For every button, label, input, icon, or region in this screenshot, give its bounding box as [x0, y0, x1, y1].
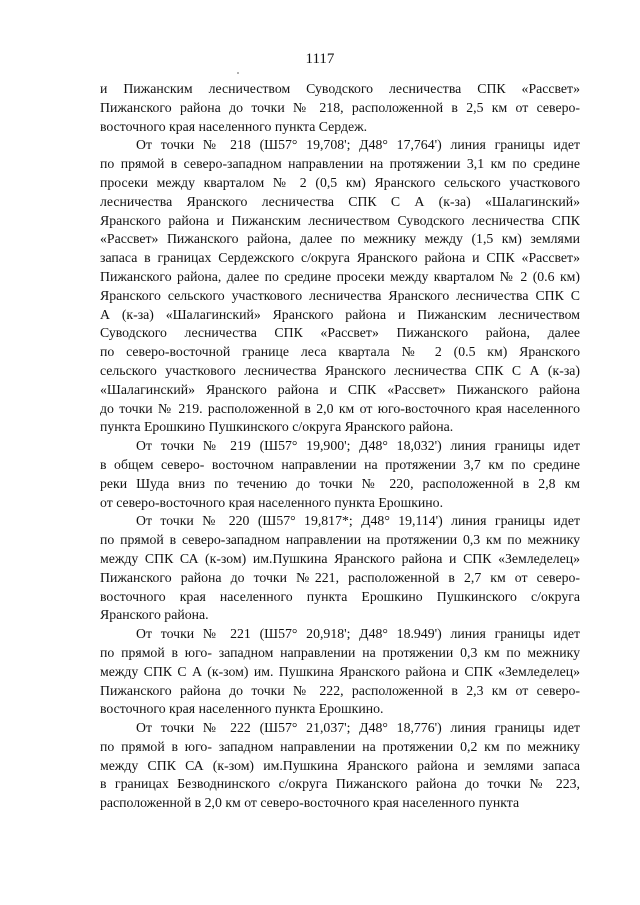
text-line: по прямой в юго- западном направлении на протяжении 0,3 км по межнику: [100, 644, 580, 660]
text-line: запаса в границах Сердежского с/округа Яранского района и СПК «Рассвет»: [100, 250, 580, 266]
text-line: Яранского сельского участкового лесничества Яранского лесничества СПК С: [100, 287, 580, 303]
text-line: восточного края населенного пункта Ерошкино.: [100, 701, 384, 717]
text-line: Яранского района и Пижанским лесничеством Суводского лесничества СПК: [100, 212, 580, 228]
text-line: и Пижанским лесничеством Суводского лесничества СПК «Рассвет»: [100, 81, 580, 96]
paragraph: [100, 625, 580, 719]
page-number: 1117: [305, 51, 335, 67]
text-line: «Рассвет» Пижанского района, далее по межнику между (1,5 км) землями: [100, 231, 580, 247]
paragraph: [100, 80, 580, 136]
text-line: От точки № 220 (Ш57° 19,817*; Д48° 19,114') линия границы идет: [136, 513, 580, 529]
text-line: по прямой в юго- западном направлении на протяжении 0,2 км по межнику: [100, 738, 580, 754]
text-line: между СПК СА (к-зом) им.Пушкина Яранского района и землями запаса: [100, 757, 580, 773]
text-line: до точки № 219. расположенной в 2,0 км от юго-восточного края населенного: [100, 400, 580, 416]
text-line: Яранского района.: [100, 607, 209, 623]
text-line: От точки № 219 (Ш57° 19,900'; Д48° 18,032') линия границы идет: [136, 438, 580, 454]
text-line: от северо-восточного края населенного пункта Ерошкино.: [100, 494, 444, 510]
paragraph: [100, 719, 580, 813]
paragraph: [100, 437, 580, 512]
text-line: Пижанского района, далее по средине просеки между кварталом № 2 (0.6 км): [100, 268, 580, 284]
text-line: сельского участкового лесничества Яранского лесничества СПК С А (к-за): [100, 362, 580, 378]
text-line: по прямой в северо-западном направлении на протяжении 0,3 км по межнику: [100, 532, 580, 548]
text-line: между СПК С А (к-зом) им. Пушкина Яранского района и СПК «Земледелец»: [100, 663, 580, 679]
text-line: Пижанского района до точки №221, расположенной в 2,7 км от северо-: [100, 569, 580, 585]
text-line: между СПК СА (к-зом) им.Пушкина Яранского района и СПК «Земледелец»: [100, 550, 580, 566]
text-line: Суводского лесничества СПК «Рассвет» Пижанского района, далее: [100, 325, 580, 341]
text-line: в общем северо- восточном направлении на протяжении 3,7 км по средине: [100, 456, 580, 472]
text-line: расположенной в 2,0 км от северо-восточного края населенного пункта: [100, 795, 520, 811]
text-line: просеки между кварталом № 2 (0,5 км) Яранского сельского участкового: [100, 174, 580, 190]
document-body: [100, 80, 580, 813]
text-line: по северо-восточной границе леса квартала № 2 (0.5 км) Яранского: [100, 344, 580, 360]
text-line: Пижанского района до точки № 222, расположенной в 2,3 км от северо-: [100, 682, 580, 698]
text-line: восточного края населенного пункта Сердеж.: [100, 118, 368, 134]
text-line: Пижанского района до точки № 218, расположенной в 2,5 км от северо-: [100, 99, 580, 115]
text-line: лесничества Яранского лесничества СПК С А (к-за) «Шалагинский»: [100, 193, 580, 209]
paragraph: [100, 136, 580, 437]
text-line: пункта Ерошкино Пушкинского с/округа Яранского района.: [100, 419, 454, 435]
text-line: «Шалагинский» Яранского района и СПК «Рассвет» Пижанского района: [100, 381, 580, 397]
text-line: От точки № 222 (Ш57° 21,037'; Д48° 18,776') линия границы идет: [136, 720, 580, 736]
paragraph: [100, 512, 580, 625]
text-line: А (к-за) «Шалагинский» Яранского района и Пижанским лесничеством: [100, 306, 580, 322]
text-line: От точки № 221 (Ш57° 20,918'; Д48° 18.949') линия границы идет: [136, 626, 580, 642]
text-line: От точки № 218 (Ш57° 19,708'; Д48° 17,764') линия границы идет: [136, 137, 580, 153]
text-line: по прямой в северо-западном направлении на протяжении 3,1 км по средине: [100, 156, 580, 172]
scan-speck: [237, 72, 239, 74]
text-line: восточного края населенного пункта Ерошкино Пушкинского с/округа: [100, 588, 580, 604]
text-line: в границах Безводнинского с/округа Пижанского района до точки № 223,: [100, 776, 580, 792]
text-line: реки Шуда вниз по течению до точки № 220, расположенной в 2,8 км: [100, 475, 580, 491]
